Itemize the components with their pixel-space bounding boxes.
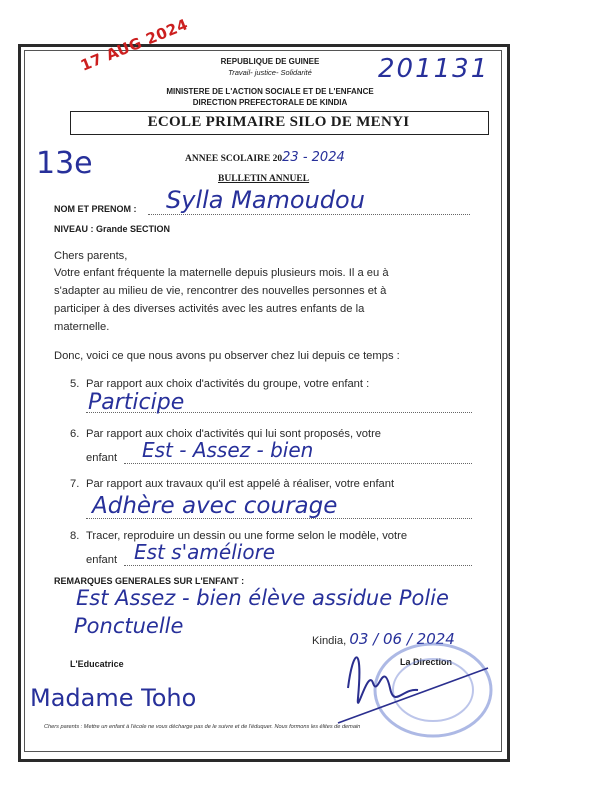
school-name: ECOLE PRIMAIRE SILO DE MENYI	[147, 114, 410, 130]
direction-label: La Direction	[400, 657, 453, 667]
name-label: NOM ET PRENOM :	[54, 204, 137, 214]
item-8-number: 8.	[70, 530, 80, 542]
paragraph1-line1: Votre enfant fréquente la maternelle depuis plusieurs mois. Il a eu à	[54, 267, 389, 279]
official-seal-inner	[393, 659, 473, 721]
greeting: Chers parents,	[54, 250, 128, 262]
paragraph2: Donc, voici ce que nous avons pu observer chez lui depuis ce temps :	[54, 350, 400, 362]
school-year-mid: 23 - 20	[282, 150, 329, 165]
item-6-line	[124, 463, 472, 464]
item-5-number: 5.	[70, 378, 80, 390]
signature-date: 03 / 06 / 2024	[349, 630, 455, 648]
remarks-line1: Est Assez - bien élève assidue Polie	[76, 586, 449, 610]
republic-title: REPUBLIQUE DE GUINEE	[220, 57, 320, 66]
motto: Travail- justice- Solidarité	[228, 68, 312, 77]
school-year-label: ANNEE SCOLAIRE 20	[185, 154, 283, 164]
school-year	[185, 150, 345, 165]
signature-place: Kindia,	[312, 635, 350, 647]
item-8-line	[124, 565, 472, 566]
item-7-number: 7.	[70, 478, 80, 490]
item-6-text: Par rapport aux choix d'activités qui lui sont proposés, votre	[86, 428, 382, 440]
item-7-answer: Adhère avec courage	[92, 493, 338, 519]
item-8-prefix: enfant	[86, 554, 118, 566]
paragraph1-line2: s'adapter au milieu de vie, rencontrer des nouvelles personnes et à	[54, 285, 387, 297]
item-5-text: Par rapport aux choix d'activités du groupe, votre enfant :	[86, 378, 370, 390]
remarks-line2: Ponctuelle	[74, 614, 184, 638]
bulletin-title: BULLETIN ANNUEL	[218, 174, 310, 184]
item-6-prefix: enfant	[86, 452, 118, 464]
paragraph1-line4: maternelle.	[54, 321, 110, 333]
footer-note: Chers parents : Mettre un enfant à l'école ne vous décharge pas de le suivre et de l'éduquer. Nous formons les élites de demain	[44, 724, 361, 730]
ministry-title: MINISTERE DE L'ACTION SOCIALE ET DE L'ENFANCE	[166, 87, 374, 96]
item-6-answer: Est - Assez - bien	[142, 438, 314, 462]
item-6-number: 6.	[70, 428, 80, 440]
signature-stroke	[338, 668, 488, 723]
student-name: Sylla Mamoudou	[166, 186, 365, 214]
name-dotted-line	[148, 214, 470, 215]
item-8-text: Tracer, reproduire un dessin ou une forme selon le modèle, votre	[86, 530, 408, 542]
educatrice-name: Madame Toho	[30, 684, 197, 712]
remarks-label: REMARQUES GENERALES SUR L'ENFANT :	[54, 576, 245, 586]
item-7-text: Par rapport aux travaux qu'il est appelé à réaliser, votre enfant	[86, 478, 395, 490]
level-label: NIVEAU : Grande SECTION	[54, 224, 171, 234]
rank-mark: 13e	[36, 146, 93, 181]
educatrice-label: L'Educatrice	[70, 659, 124, 669]
reference-number: 201131	[378, 54, 490, 84]
received-date-stamp: 17 AUG 2024	[78, 15, 191, 75]
direction-stamp-and-signature	[328, 628, 508, 748]
paragraph1-line3: participer à des diverses activités avec les autres enfants de la	[54, 303, 365, 315]
direction-title: DIRECTION PREFECTORALE DE KINDIA	[192, 98, 348, 107]
item-5-answer: Participe	[88, 390, 185, 415]
school-year-end: 24	[328, 150, 345, 165]
item-8-answer: Est s'améliore	[134, 540, 276, 564]
